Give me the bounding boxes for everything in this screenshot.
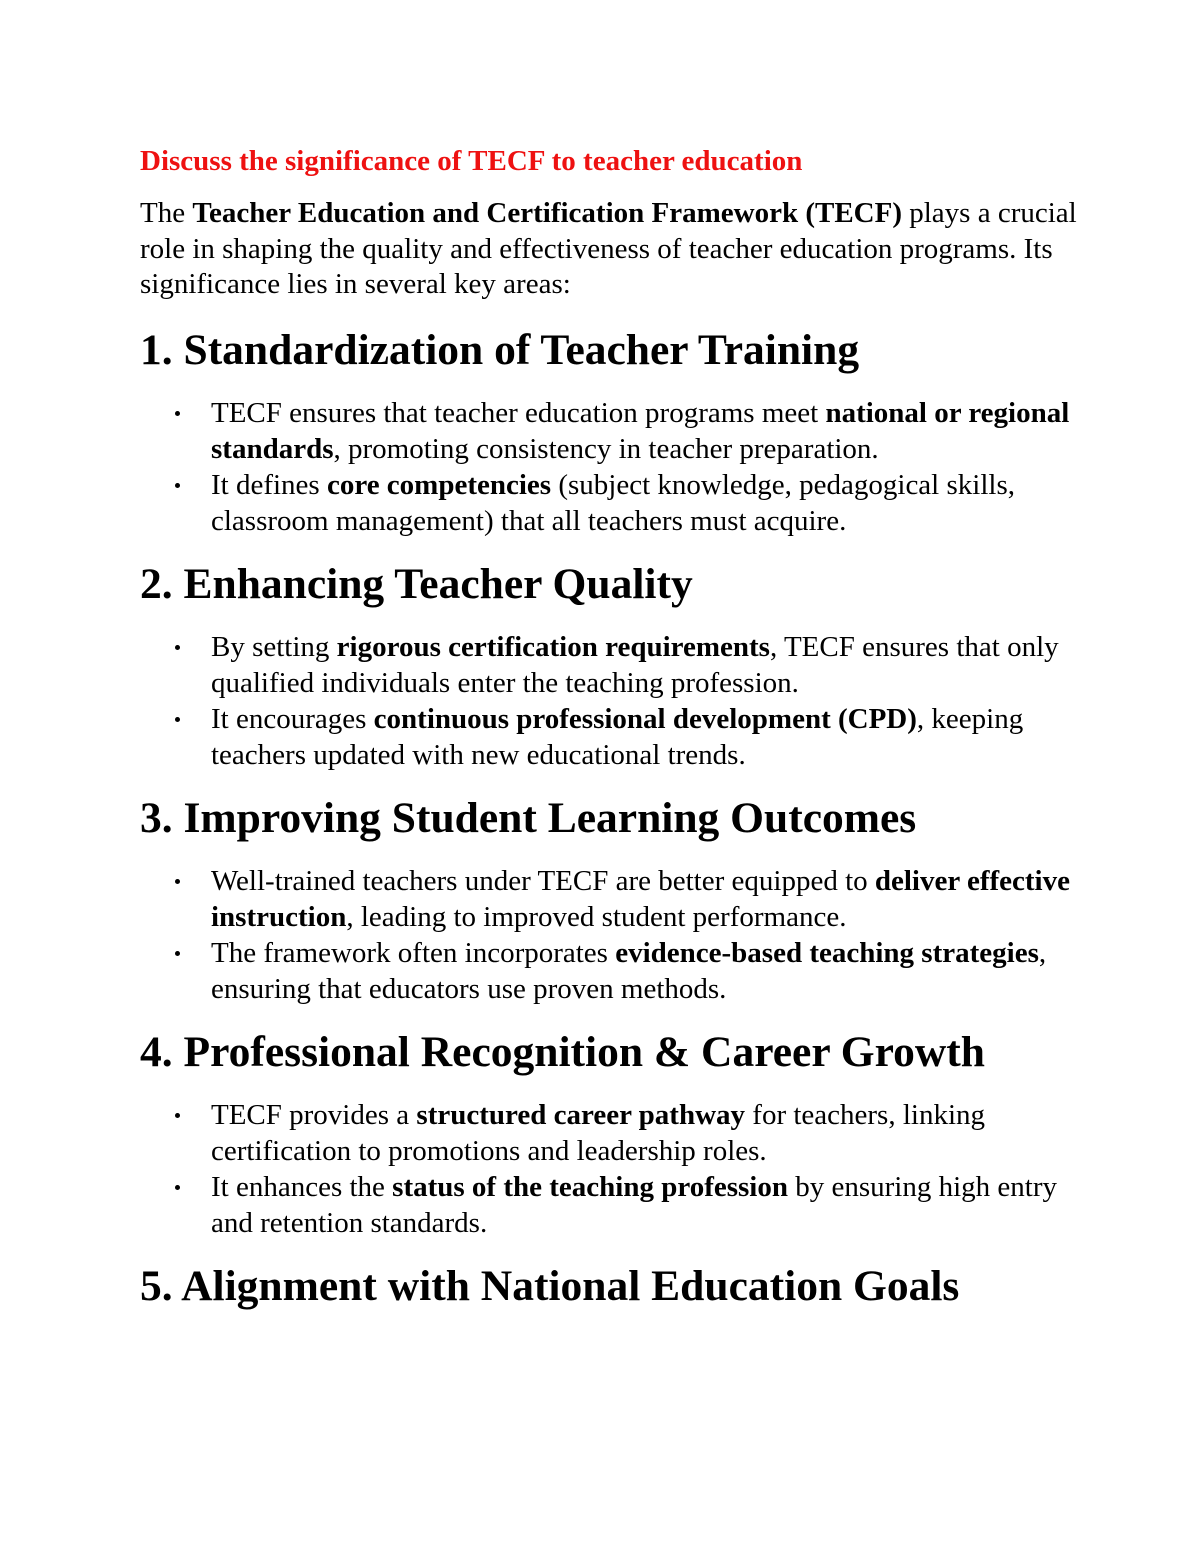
bullet-icon xyxy=(175,411,180,416)
bullet-icon xyxy=(175,951,180,956)
bullet-text: It defines xyxy=(211,468,327,501)
bullet-item xyxy=(211,395,1080,467)
section-heading: 1. Standardization of Teacher Training xyxy=(140,325,860,374)
bullet-item xyxy=(211,629,1080,701)
bullet-text: TECF ensures that teacher education programs meet xyxy=(211,396,826,429)
bullet-item xyxy=(211,863,1080,935)
section-heading: 4. Professional Recognition & Career Growth xyxy=(140,1027,985,1076)
bullet-text: by ensuring high entry and retention standards. xyxy=(211,1170,1057,1239)
bullet-text: , ensuring that educators use proven methods. xyxy=(211,936,1047,1005)
bullet-text: , leading to improved student performance. xyxy=(346,900,847,933)
bullet-item xyxy=(211,701,1080,773)
bullet-emphasis: rigorous certification requirements xyxy=(336,630,770,663)
bullet-text: The framework often incorporates xyxy=(211,936,616,969)
bullet-emphasis: structured career pathway xyxy=(416,1098,746,1131)
document-title: Discuss the significance of TECF to teacher education xyxy=(140,145,803,177)
section-standardization xyxy=(140,325,1080,539)
bullet-item xyxy=(211,935,1080,1007)
bullet-emphasis: national or regional standards xyxy=(211,396,1070,465)
bullet-list xyxy=(140,863,1080,1007)
document-page xyxy=(140,138,1080,1310)
bullet-text: , TECF ensures that only qualified individuals enter the teaching profession. xyxy=(211,630,1059,699)
bullet-emphasis: continuous professional development (CPD) xyxy=(373,702,917,735)
bullet-emphasis: status of the teaching profession xyxy=(392,1170,788,1203)
bullet-text: , keeping teachers updated with new educational trends. xyxy=(211,702,1024,771)
bullet-item xyxy=(211,467,1080,539)
section-teacher-quality xyxy=(140,559,1080,773)
bullet-text: TECF provides a xyxy=(211,1098,417,1131)
bullet-emphasis: core competencies xyxy=(326,468,552,501)
bullet-item xyxy=(211,1169,1080,1241)
section-heading: 2. Enhancing Teacher Quality xyxy=(140,559,693,608)
bullet-text: Well-trained teachers under TECF are better equipped to xyxy=(211,864,875,897)
bullet-text: It enhances the xyxy=(211,1170,393,1203)
bullet-icon xyxy=(175,1113,180,1118)
bullet-text: (subject knowledge, pedagogical skills, classroom management) that all teachers must acquire. xyxy=(211,468,1015,537)
intro-text-start: The xyxy=(140,197,193,229)
bullet-list xyxy=(140,1097,1080,1241)
bullet-list xyxy=(140,395,1080,539)
bullet-icon xyxy=(175,483,180,488)
section-student-outcomes xyxy=(140,793,1080,1007)
bullet-emphasis: evidence-based teaching strategies xyxy=(615,936,1039,969)
bullet-icon xyxy=(175,645,180,650)
bullet-text: , promoting consistency in teacher preparation. xyxy=(333,432,879,465)
bullet-text: for teachers, linking certification to promotions and leadership roles. xyxy=(211,1098,986,1167)
intro-text-end: plays a crucial role in shaping the quality and effectiveness of teacher education programs. Its significance lies in several key areas: xyxy=(140,197,1077,300)
bullet-emphasis: deliver effective instruction xyxy=(211,864,1070,933)
bullet-icon xyxy=(175,717,180,722)
section-heading: 5. Alignment with National Education Goals xyxy=(140,1261,960,1310)
section-heading: 3. Improving Student Learning Outcomes xyxy=(140,793,917,842)
bullet-text: It encourages xyxy=(211,702,374,735)
bullet-icon xyxy=(175,1185,180,1190)
intro-framework-name: Teacher Education and Certification Framework (TECF) xyxy=(192,197,902,229)
bullet-item xyxy=(211,1097,1080,1169)
section-career-growth xyxy=(140,1027,1080,1241)
bullet-text: By setting xyxy=(211,630,337,663)
bullet-list xyxy=(140,629,1080,773)
bullet-icon xyxy=(175,879,180,884)
intro-paragraph xyxy=(140,196,1080,303)
section-national-goals xyxy=(140,1261,1080,1310)
